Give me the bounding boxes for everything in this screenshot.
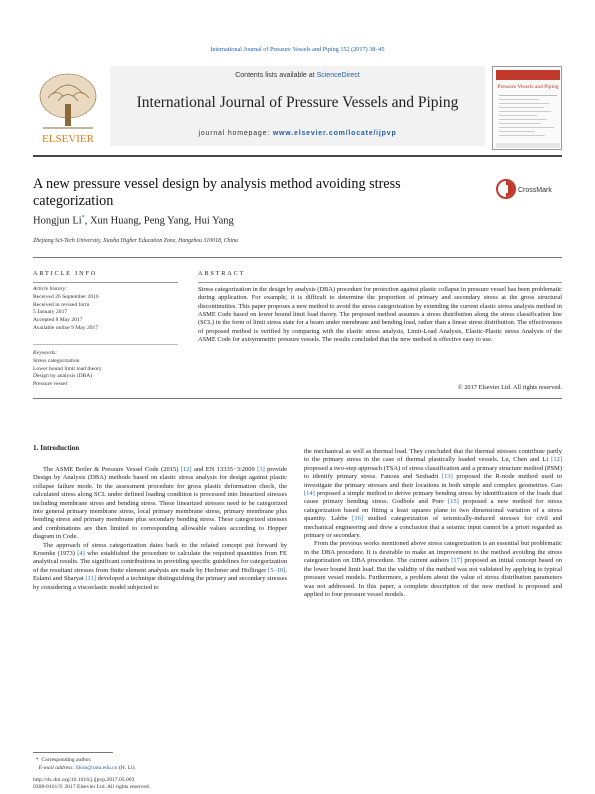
text-run: From the previous works mentioned above stress categorization is an essential but problematic in the DBA procedure. It is desirable to make an improvement to the method avoiding the stress categorization on DBA procedure. The current authors — [304, 540, 562, 565]
keyword: Lower bound limit load theory — [33, 365, 102, 372]
paragraph — [33, 466, 287, 542]
title-rule — [33, 257, 562, 258]
footnote-rule — [33, 752, 113, 753]
text-run: proposed a simple method to derive primary bending stress by identification of the loads that cause primary bending stress. Godbole and Pore — [304, 490, 562, 506]
citation-link[interactable]: [12] — [551, 456, 562, 464]
first-author[interactable]: Hongjun Li — [33, 215, 82, 227]
cover-image-icon — [493, 67, 563, 151]
text-run: proposed the R-node method used to investigate the primary stresses and their locations in both simple and complex geometries. Gao — [304, 473, 563, 489]
paragraph — [304, 448, 562, 540]
citation-link[interactable]: [5–10] — [268, 566, 286, 574]
text-run: who established the procedure to calculate the required quantities from FE analytical results. The significant contributions in providing specific guidelines for categorization of the resultant stresses from finite element analysis are made by Hechmer and Hollinger — [33, 550, 287, 574]
abstract-copyright: © 2017 Elsevier Ltd. All rights reserved. — [457, 384, 562, 391]
paragraph — [33, 542, 287, 592]
footnote-corresponding — [33, 757, 91, 764]
keyword: Design by analysis (DBA) — [33, 373, 93, 380]
crossmark-icon — [496, 178, 562, 200]
co-authors: , Xun Huang, Peng Yang, Hui Yang — [84, 215, 234, 227]
citation-link[interactable]: [14] — [304, 490, 315, 498]
footnote-email — [33, 765, 136, 772]
text-run: provide Design by Analysis (DBA) methods based on elastic stress analysis for design against plastic collapse failure mode. In the assessment procedure for gross plastic deformation check, the calculated stress along SCL under defined loading condition is processed into linearized stresses including membrane stress and bending stress. These linearized stresses need to be categorized into general primary membrane stress, local primary membrane stress, primary membrane plus bending stress and primary membrane plus secondary bending stress. These categorized stresses and combinations are then limited to corresponding allowable values according to Hopper diagram in Code. — [33, 466, 287, 541]
article-history — [33, 286, 178, 333]
article-info-heading: ARTICLE INFO — [33, 270, 98, 277]
doi-link[interactable]: http://dx.doi.org/10.1016/j.ijpvp.2017.05.003 — [33, 777, 135, 783]
article-info-rule — [33, 282, 178, 283]
abstract-bottom-rule — [33, 398, 562, 399]
masthead-rule — [33, 155, 562, 157]
article-title: A new pressure vessel design by analysis method avoiding stress categorization — [33, 176, 401, 209]
abstract-heading: ABSTRACT — [198, 270, 246, 277]
citation-link[interactable]: [17] — [451, 557, 463, 565]
citation-link[interactable]: [15] — [447, 498, 459, 506]
history-item: Received 26 September 2016 — [33, 293, 99, 300]
text-run: proposed a two-step approach (TSA) of stress classification and a primary structure method (PSM) to identify primary stress. Fanous and Seshadri — [304, 464, 562, 481]
email-label: E-mail address: — [38, 765, 75, 771]
footnote-label: Corresponding author. — [41, 757, 92, 763]
body-column-right — [304, 448, 562, 599]
citation-link[interactable]: [16] — [352, 515, 363, 523]
crossmark-badge[interactable] — [496, 178, 562, 200]
homepage-link[interactable]: www.elsevier.com/locate/ijpvp — [272, 130, 397, 137]
text-run: developed a technique distinguishing the primary and secondary stresses by considering a viscoelastic model subjected to — [33, 575, 288, 591]
affiliation: Zhejiang Sci-Tech University, Xiasha Higher Education Zone, Hangzhou 310018, China — [33, 238, 238, 244]
footnote-mark: * — [35, 757, 39, 763]
history-item: Accepted 8 May 2017 — [33, 317, 83, 324]
journal-homepage — [110, 130, 485, 137]
keywords-label: Keywords: — [33, 350, 58, 356]
text-run: and EN 13335−3:2009 — [191, 466, 258, 473]
citation-link[interactable]: [12] — [180, 466, 192, 473]
abstract-rule — [198, 282, 562, 283]
text-run: proposed a new method for stress categorization based on fitting a least squares plane to two dimensional variation of a stress quantity. Labbe — [304, 498, 562, 523]
keyword: Stress categorization — [33, 357, 80, 364]
abstract-text: Stress categorization in the design by analysis (DBA) procedure for protection against plastic collapse in pressure vessel has been problematic during application. For example, it is difficult to determine the proportion of primary and secondary stress at the gross structural discontinuities. This paper proposes a new method to avoid the stress categorization by extending the current elastic stress analysis method in ASME Code based on lower bound limit load theory. The proposed method assumes a stress distribution along the stress classification line (SCL) in the form of limit stress state for a beam under membrane and bending load, rather than a linear stress distribution. The effectiveness of proposed method is verified by comparing with the elastic stress analysis, Limit-Load Analysis, Elastic-Plastic stress Analysis of the ASME Code for axisymmetric pressure vessels. The results concluded that the new method is effective easy to use. — [198, 286, 562, 344]
running-header[interactable]: International Journal of Pressure Vessels and Piping 152 (2017) 38–45 — [210, 46, 385, 53]
text-run: studied categorization of seismically-induced stresses for civil and mechanical engineering and drew a conclusion that a seismic input cannot be a priori regarded as primary or secondary. — [304, 515, 562, 540]
publisher-name: ELSEVIER — [42, 133, 94, 145]
journal-cover-thumbnail[interactable] — [492, 66, 562, 150]
keyword: Pressure vessel — [33, 381, 68, 388]
contents-prefix: Contents lists available at — [235, 72, 315, 79]
history-label: Article history: — [33, 286, 68, 292]
paragraph — [304, 540, 562, 599]
text-run: The ASME Boiler & Pressure Vessel Code (2015) — [43, 466, 181, 473]
elsevier-tree-logo[interactable] — [33, 66, 103, 146]
homepage-prefix: journal homepage: — [198, 130, 271, 137]
section-heading-introduction: 1. Introduction — [33, 444, 80, 452]
cover-title: Pressure Vessels and Piping — [497, 84, 559, 90]
body-column-left — [33, 466, 287, 592]
text-run: proposed an initial concept based on the lower bound limit load. But the validity of the method was not validated by applying to typical pressure vessel models. Furthermore, a problem about the value of stress distribution parameters was not addressed. In this paper, a complete description of the new method is proposed and applied to four pressure vessel models. — [304, 557, 562, 598]
text-run: The approach of stress categorization dates back to the related concept put forward by Kroenke (1973) — [33, 541, 287, 558]
history-item: Available online 9 May 2017 — [33, 324, 99, 331]
journal-title: International Journal of Pressure Vessels and Piping — [136, 94, 459, 111]
crossmark-label: CrossMark — [518, 187, 552, 194]
history-item: 5 January 2017 — [33, 309, 68, 316]
contents-line — [110, 72, 485, 79]
citation-link[interactable]: [3] — [257, 466, 265, 473]
author-list — [33, 215, 234, 227]
citation-link[interactable]: [11] — [85, 575, 96, 583]
email-link[interactable]: lihon@zstu.edu.cn — [75, 765, 118, 771]
keywords-rule — [33, 344, 178, 345]
citation-link[interactable]: [4] — [77, 550, 85, 558]
history-item: Received in revised form — [33, 301, 90, 308]
corresponding-author-mark[interactable]: * — [81, 215, 85, 221]
issn-copyright: 0308-0161/© 2017 Elsevier Ltd. All rights reserved. — [33, 784, 151, 790]
citation-link[interactable]: [13] — [441, 473, 453, 481]
text-run: the mechanical as well as thermal load. They concluded that the thermal stresses contribute partly to the primary stress in the case of thermal plastically loaded vessels. Lu, Chen and Li — [304, 448, 562, 464]
text-run: . Eslami and Sharyat — [33, 566, 287, 583]
keywords — [33, 350, 178, 389]
sciencedirect-link[interactable]: ScienceDirect — [316, 72, 360, 79]
email-suffix: (H. Li). — [118, 765, 136, 771]
